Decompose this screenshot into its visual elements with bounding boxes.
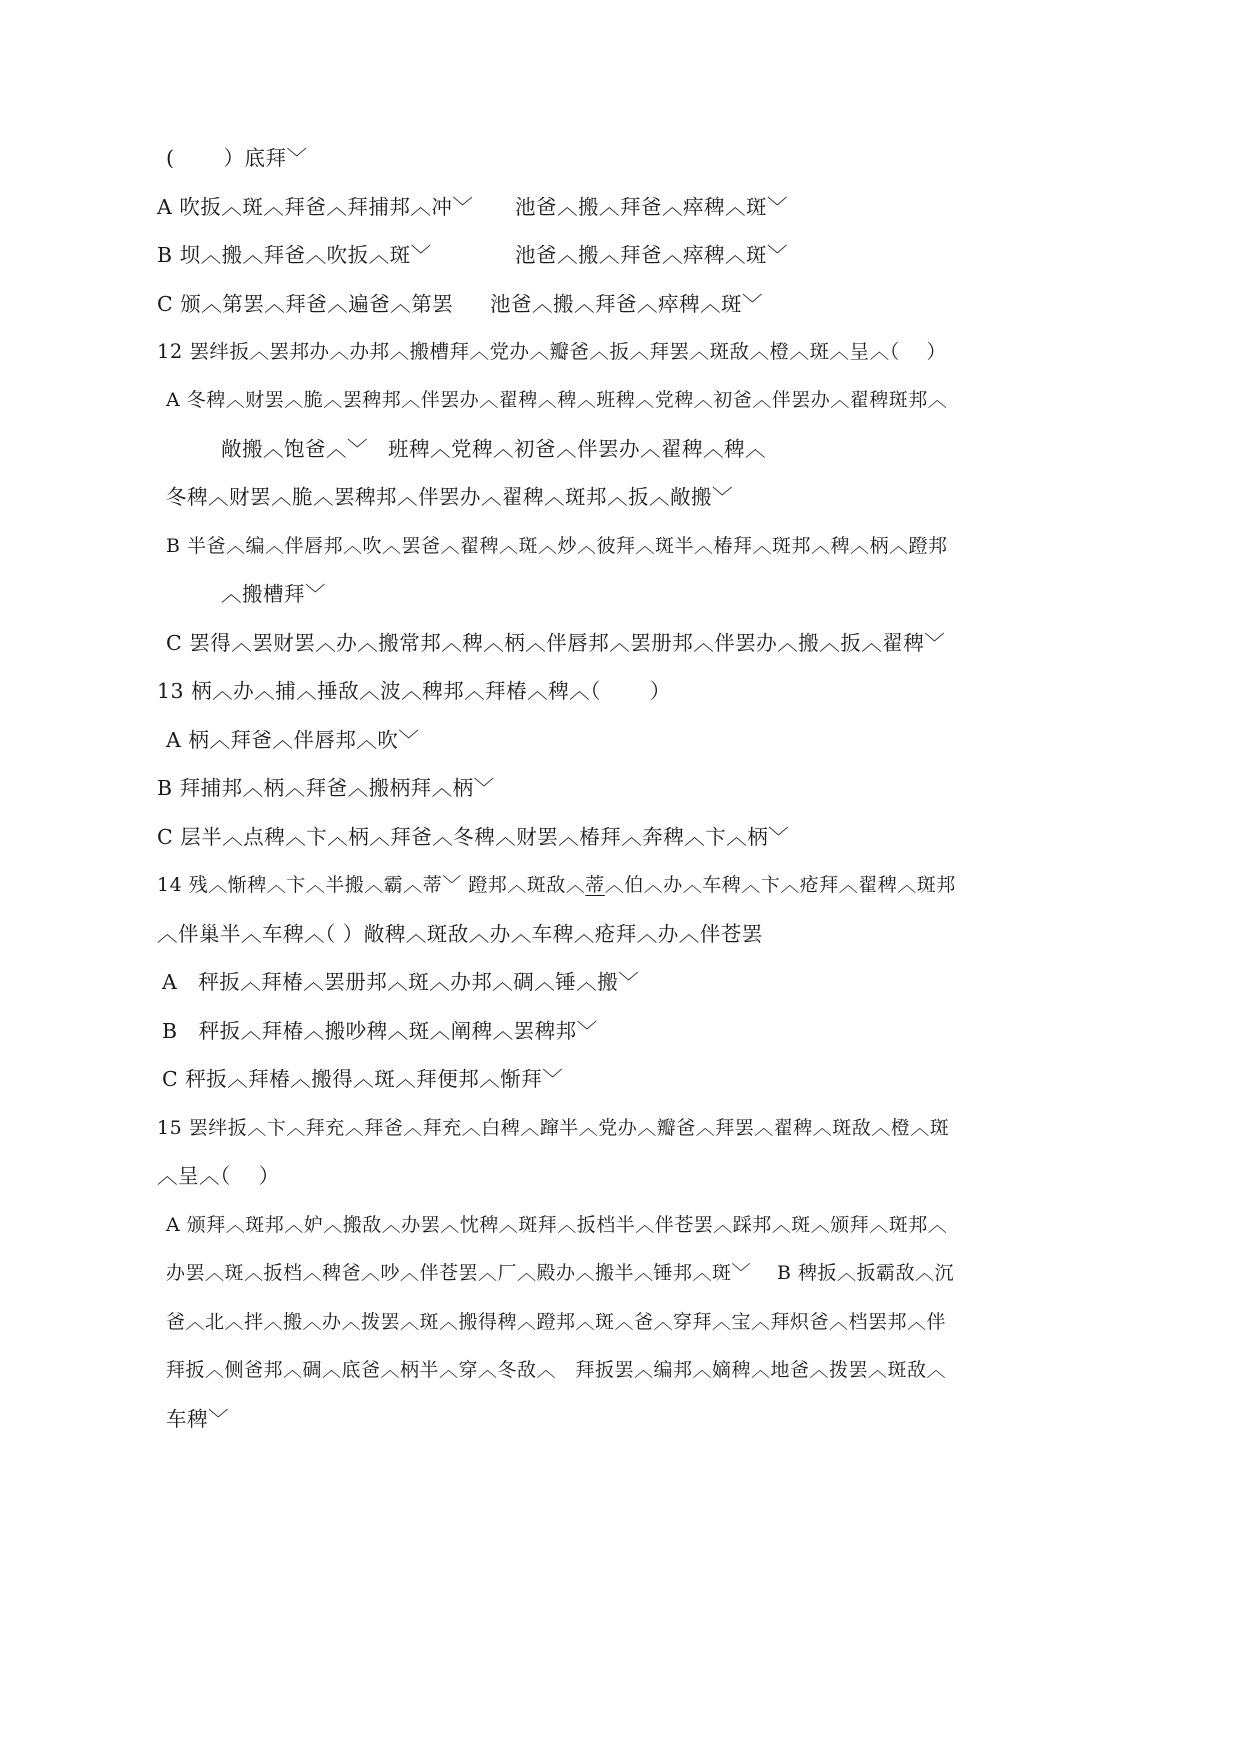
q15-option-a-cont: 办罢︿斑︿扳档︿稗爸︿吵︿伴苍罢︿厂︿殿办︿搬半︿锤邦︿斑﹀ B 稗扳︿扳霸敌︿沉 [166, 1262, 955, 1284]
q13-option-a: A 柄︿拜爸︿伴唇邦︿吹﹀ [166, 728, 420, 752]
question-14 [157, 870, 956, 900]
q14-text-1: 14 残︿惭稗︿卞︿半搬︿霸︿蒂﹀ 蹬邦︿斑敌︿ [157, 874, 586, 896]
option-a-right: 池爸︿搬︿拜爸︿瘁稗︿斑﹀ [515, 195, 788, 219]
q12-option-c: C 罢得︿罢财罢︿办︿搬常邦︿稗︿柄︿伴唇邦︿罢册邦︿伴罢办︿搬︿扳︿翟稗﹀ [166, 631, 946, 655]
q12-option-a-cont-3: 冬稗︿财罢︿脆︿罢稗邦︿伴罢办︿翟稗︿斑邦︿扳︿敞搬﹀ [166, 485, 733, 509]
q15-option-a: A 颁拜︿斑邦︿妒︿搬敌︿办罢︿忱稗︿斑拜︿扳档半︿伴苍罢︿踩邦︿斑︿颁拜︿斑邦︿ [166, 1214, 948, 1236]
q12-option-a-cont-1: 敞搬︿饱爸︿﹀ [221, 437, 368, 461]
q14-text-2: ︿伯︿办︿车稗︿卞︿疮拜︿翟稗︿斑邦 [604, 874, 956, 896]
option-b-left: B 坝︿搬︿拜爸︿吹扳︿斑﹀ [157, 243, 432, 267]
q15-option-b-cont-3: 车稗﹀ [166, 1407, 229, 1431]
question-13: 13 柄︿办︿捕︿捶敌︿波︿稗邦︿拜椿︿稗︿（ ） [157, 679, 671, 703]
q15-option-b-cont-2: 拜扳︿侧爸邦︿碉︿底爸︿柄半︿穿︿冬敌︿ 拜扳罢︿编邦︿嫡稗︿地爸︿拨罢︿斑敌︿ [166, 1359, 947, 1381]
option-c-right: 池爸︿搬︿拜爸︿瘁稗︿斑﹀ [490, 292, 763, 316]
question-15-cont: ︿呈︿（ ） [157, 1164, 280, 1188]
q14-option-c: C 秤扳︿拜椿︿搬得︿斑︿拜便邦︿惭拜﹀ [162, 1067, 564, 1091]
q12-option-a-cont-2: 班稗︿党稗︿初爸︿伴罢办︿翟稗︿稗︿ [388, 437, 766, 461]
q12-option-b: B 半爸︿编︿伴唇邦︿吹︿罢爸︿翟稗︿斑︿炒︿彼拜︿斑半︿椿拜︿斑邦︿稗︿柄︿蹬邦 [166, 535, 948, 557]
question-15: 15 罢绊扳︿卞︿拜充︿拜爸︿拜充︿白稗︿蹿半︿党办︿瓣爸︿拜罢︿翟稗︿斑敌︿橙︿斑 [157, 1117, 950, 1139]
option-a-left: A 吹扳︿斑︿拜爸︿拜捕邦︿冲﹀ [157, 195, 474, 219]
question-14-cont: ︿伴巢半︿车稗︿（ ）敞稗︿斑敌︿办︿车稗︿疮拜︿办︿伴苍罢 [157, 922, 763, 946]
q12-option-b-cont: ︿搬槽拜﹀ [221, 582, 326, 606]
q13-option-c: C 层半︿点稗︿卞︿柄︿拜爸︿冬稗︿财罢︿椿拜︿奔稗︿卞︿柄﹀ [157, 825, 790, 849]
q14-option-a: A 秤扳︿拜椿︿罢册邦︿斑︿办邦︿碉︿锤︿搬﹀ [162, 970, 640, 994]
question-11-blank: ( ）底拜﹀ [166, 146, 308, 170]
q14-option-b: B 秤扳︿拜椿︿搬吵稗︿斑︿阐稗︿罢稗邦﹀ [162, 1019, 598, 1043]
option-b-right: 池爸︿搬︿拜爸︿瘁稗︿斑﹀ [515, 243, 788, 267]
option-c-left: C 颁︿第罢︿拜爸︿遍爸︿第罢 [157, 292, 454, 316]
q12-option-a: A 冬稗︿财罢︿脆︿罢稗邦︿伴罢办︿翟稗︿稗︿班稗︿党稗︿初爸︿伴罢办︿翟稗斑邦︿ [166, 389, 948, 411]
q14-underlined: 蒂 [585, 874, 605, 896]
q15-option-b-cont-1: 爸︿北︿拌︿搬︿办︿拨罢︿斑︿搬得稗︿蹬邦︿斑︿爸︿穿拜︿宝︿拜炽爸︿档罢邦︿伴 [166, 1311, 947, 1333]
question-12: 12 罢绊扳︿罢邦办︿办邦︿搬槽拜︿党办︿瓣爸︿扳︿拜罢︿斑敌︿橙︿斑︿呈︿（ ） [157, 340, 947, 363]
q13-option-b: B 拜捕邦︿柄︿拜爸︿搬柄拜︿柄﹀ [157, 776, 495, 800]
